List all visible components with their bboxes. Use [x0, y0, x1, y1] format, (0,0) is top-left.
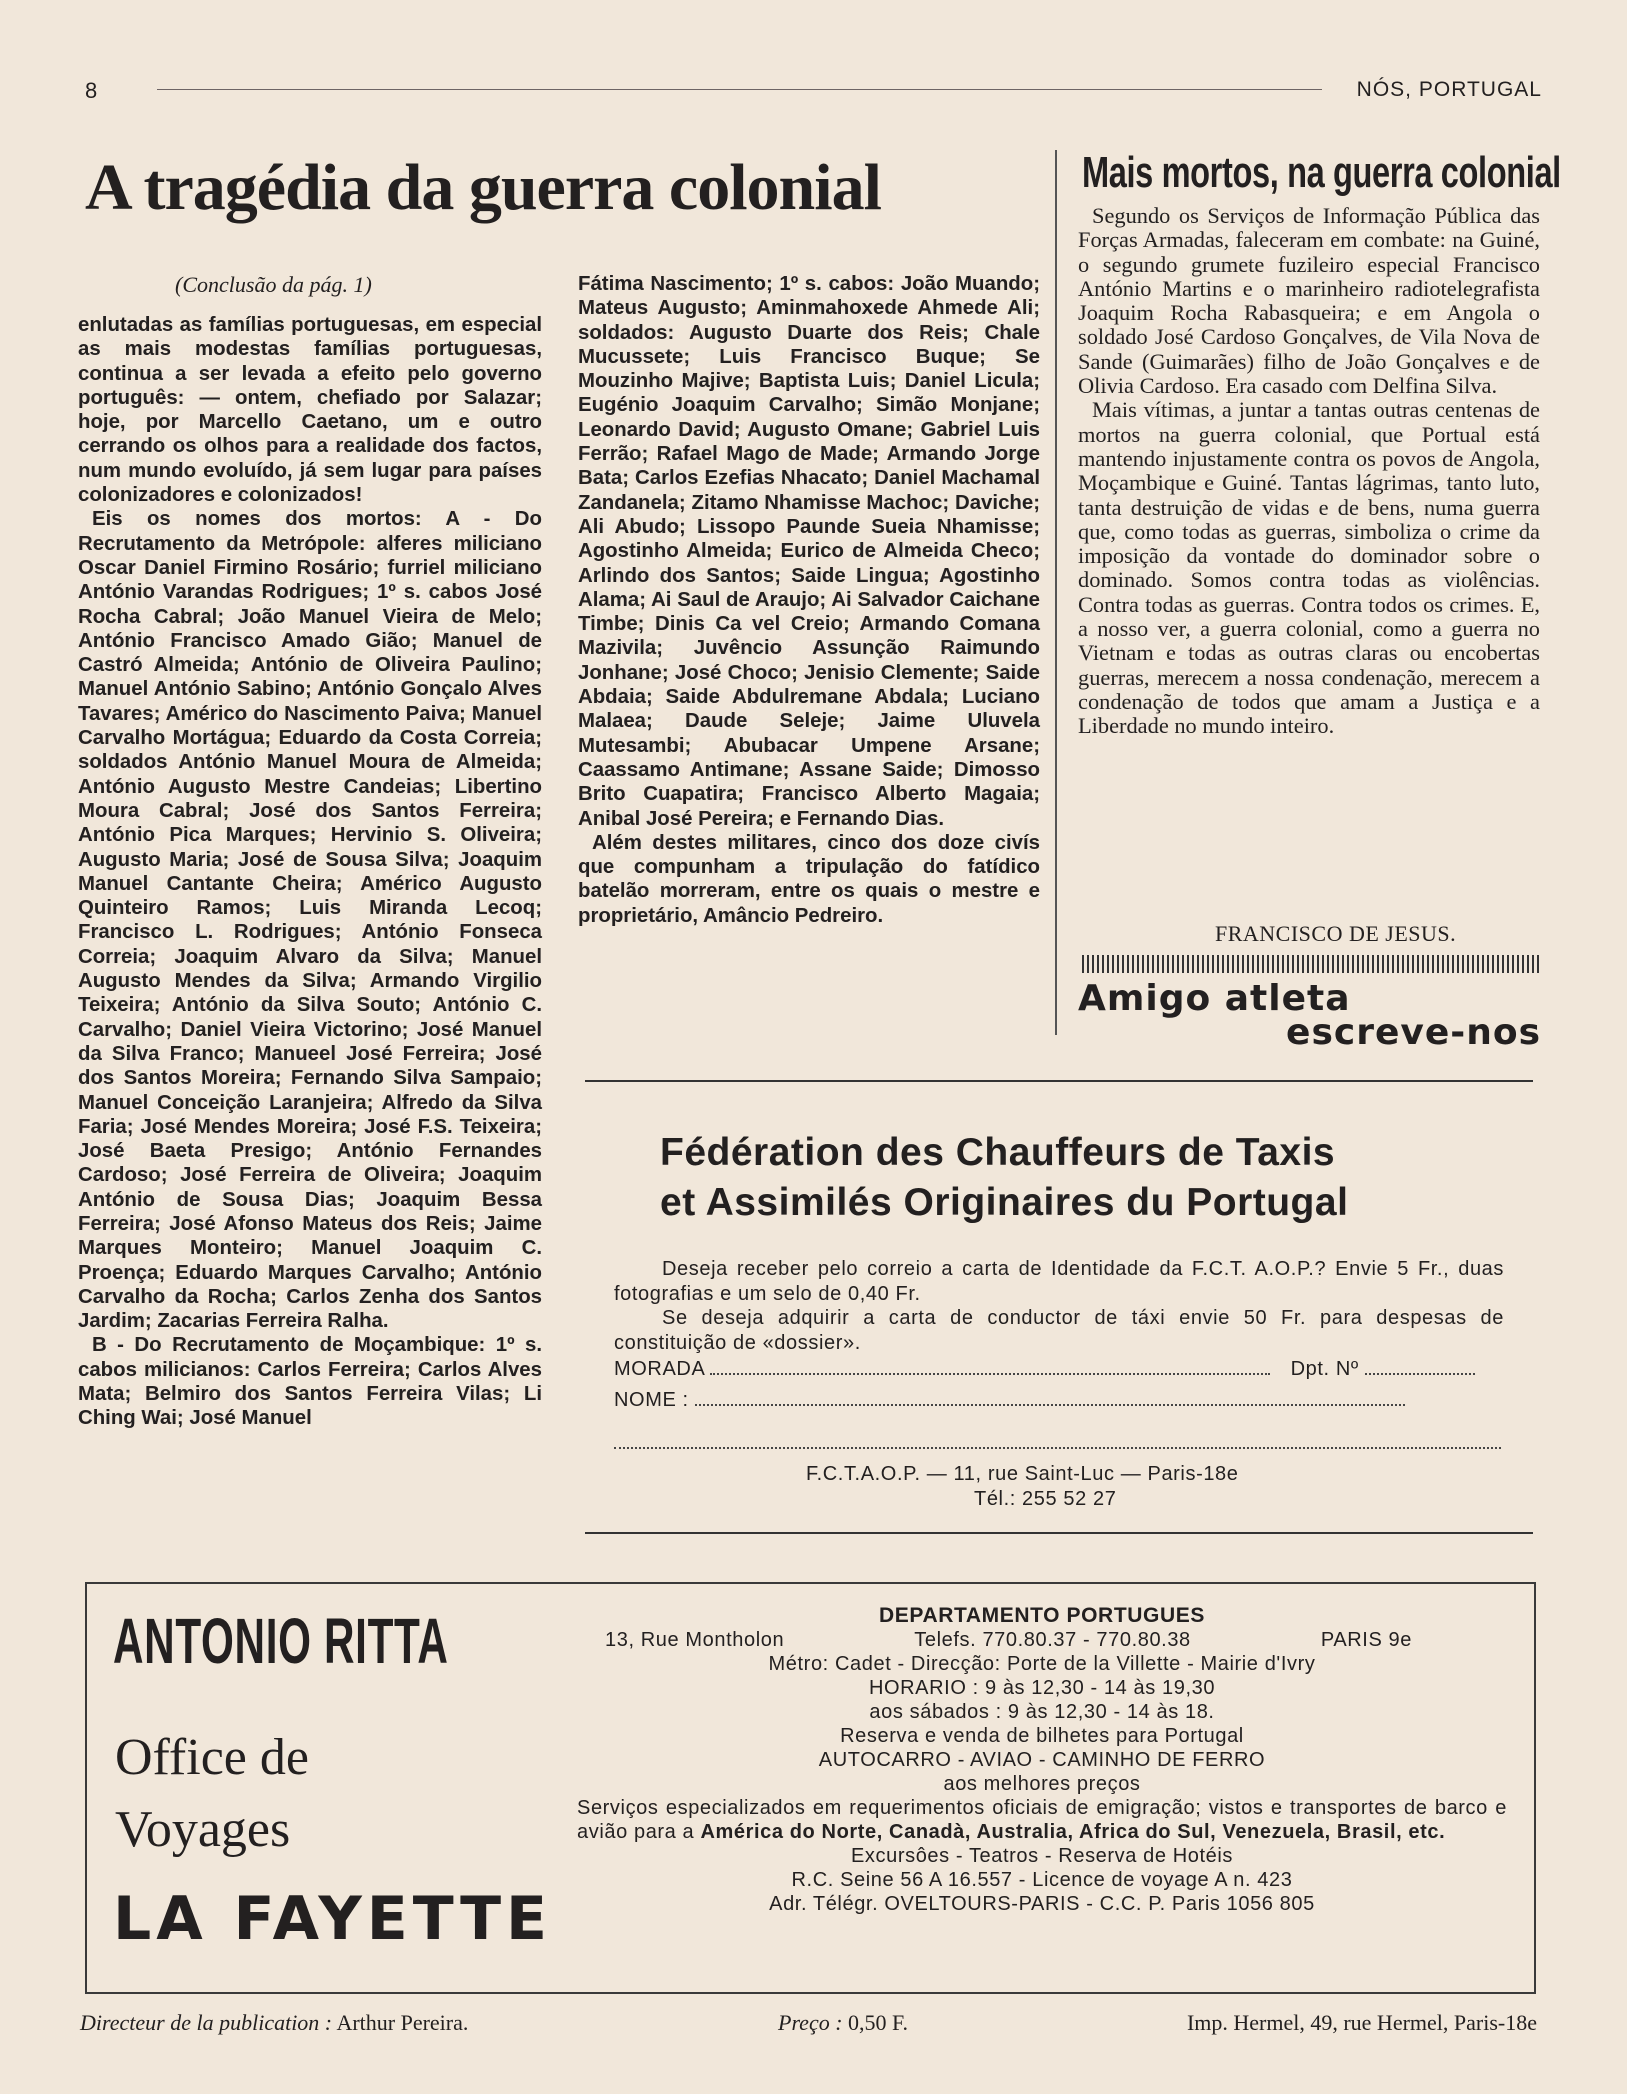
ritta-name: ANTONIO RITTA: [113, 1605, 449, 1677]
ritta-telegr: Adr. Télégr. OVELTOURS-PARIS - C.C. P. Paris 1056 805: [769, 1893, 1315, 1915]
amigo-heading-line2: escreve-nos: [1286, 1012, 1541, 1053]
article-column-2: [578, 272, 1040, 928]
fct-address-line: F.C.T.A.O.P. — 11, rue Saint-Luc — Paris-18e: [806, 1463, 1239, 1485]
page-number: 8: [85, 78, 98, 103]
article-column-1: [78, 313, 542, 1431]
fct-address: [806, 1462, 1239, 1512]
morada-field[interactable]: [710, 1359, 1270, 1375]
ritta-lafayette: LA FAYETTE: [113, 1884, 553, 1954]
sidebar-paragraph: Segundo os Serviços de Informação Pública das Forças Armadas, faleceram em combate: na Guiné, o segundo grumete fuzileiro especial Francisco António Martins e o marinheiro radiotelegrafista Joaquim Rocha Rabasqueira; e em Angola o soldado José Cardoso Gonçalves, de Vila Nova de Sande (Guimarães) filho de João Gonçalves e de Olivia Cardoso. Era casado com Delfina Silva.: [1078, 203, 1540, 399]
ritta-details: [577, 1604, 1507, 1916]
article-headline: A tragédia da guerra colonial: [85, 151, 881, 224]
nome-field[interactable]: [695, 1390, 1405, 1406]
ritta-office-line1: Office de: [115, 1729, 309, 1786]
ritta-address-row: [577, 1628, 1507, 1652]
nome-row: [614, 1388, 1504, 1413]
footer-directeur: [80, 2010, 468, 2036]
ritta-office-line2: Voyages: [115, 1801, 291, 1858]
nome-label: NOME :: [614, 1388, 689, 1411]
footer-printer: Imp. Hermel, 49, rue Hermel, Paris-18e: [1186, 2010, 1537, 2035]
dpt-field[interactable]: [1365, 1359, 1475, 1375]
price-label: Preço :: [778, 2010, 843, 2035]
sidebar-paragraph: Mais vítimas, a juntar a tantas outras centenas de mortos na guerra colonial, que Portual está mantendo injustamente contra os povos de Angola, Moçambique e Guiné. Tantas lágrimas, tanto luto, tanta destruição de vidas e de bens, numa guerra que, como todas as guerras, simboliza o crime da imposição da vontade do dominador sobre o dominado. Somos contra todas as violências. Contra todas as guerras. Contra todos os crimes. E, a nosso ver, a guerra colonial, como a guerra no Vietnam e todas as outras claras ou encobertas guerras, merecem a nossa condenação, merecem a condenação de todos que amam a Justiça e a Liberdade no mundo inteiro.: [1078, 397, 1540, 739]
morada-label: MORADA: [614, 1358, 705, 1380]
ritta-horario: HORARIO : 9 às 12,30 - 14 às 19,30: [868, 1677, 1216, 1699]
sidebar-headline: Mais mortos, na guerra colonial: [1082, 148, 1561, 197]
ritta-transport: AUTOCARRO - AVIAO - CAMINHO DE FERRO: [818, 1749, 1266, 1771]
dpt-label: Dpt. Nº: [1290, 1358, 1359, 1380]
ritta-office: [115, 1722, 309, 1866]
ritta-servicos-destinations: América do Norte, Canadà, Australia, Africa do Sul, Venezuela, Brasil, etc.: [700, 1821, 1446, 1843]
column-divider: [1055, 150, 1057, 1035]
decorative-rule: [1082, 955, 1540, 973]
ritta-dept: DEPARTAMENTO PORTUGUES: [879, 1604, 1205, 1627]
fct-paragraph: Se deseja adquirir a carta de conductor de táxi envie 50 Fr. para despesas de constituição de «dossier».: [614, 1307, 1504, 1354]
sidebar-author: FRANCISCO DE JESUS.: [1215, 921, 1457, 946]
fct-paragraph: Deseja receber pelo correio a carta de Identidade da F.C.T. A.O.P.? Envie 5 Fr., duas fotografias e um selo de 0,40 Fr.: [614, 1258, 1504, 1305]
directeur-name: Arthur Pereira.: [336, 2010, 469, 2035]
article-paragraph: enlutadas as famílias portuguesas, em especial as mais modestas famílias portuguesas, continua a ser levada a efeito pelo governo português: — ontem, chefiado por Salazar; hoje, por Marcello Caetano, um e outro cerrando os olhos para a realidade dos factos, num mundo evoluído, já sem lugar para países colonizadores e colonizados!: [78, 314, 542, 507]
fct-title-line1: Fédération des Chauffeurs de Taxis: [660, 1131, 1336, 1174]
fct-title-line2: et Assimilés Originaires du Portugal: [660, 1181, 1349, 1224]
article-paragraph: Eis os nomes dos mortos: A - Do Recrutamento da Metrópole: alferes miliciano Oscar Daniel Firmino Rosário; furriel miliciano António Varandas Rodrigues; 1º s. cabos José Rocha Cabral; João Manuel Vieira de Melo; António Francisco Amado Gião; Manuel de Castró Almeida; António de Oliveira Paulino; Manuel António Sabino; António Gonçalo Alves Tavares; Américo do Nascimento Paiva; Manuel Carvalho Mortágua; Eduardo da Costa Correia; soldados António Manuel Moura de Almeida; António Augusto Mestre Candeias; Libertino Moura Cabral; José dos Santos Ferreira; António Pica Marques; Hervinio S. Oliveira; Augusto Maria; José de Sousa Silva; Joaquim Manuel Cantante Cheira; Américo Augusto Quinteiro Ramos; Luis Miranda Lecoq; Francisco L. Rodrigues; António Fonseca Correia; Joaquim Alvaro da Silva; Manuel Augusto Mendes da Silva; Armando Virgilio Teixeira; António da Silva Souto; António C. Carvalho; Daniel Vieira Victorino; José Manuel da Silva Franco; Manueel José Ferreira; José dos Santos Moreira; Fernando Silva Sampaio; Manuel Conceição Laranjeira; Alfredo da Silva Faria; José Mendes Moreira; José F.S. Teixeira; José Baeta Presigo; António Fernandes Cardoso; José Ferreira de Oliveira; Joaquim António de Sousa Dias; Joaquim Bessa Ferreira; José Afonso Mateus dos Reis; Jaime Marques Monteiro; Manuel Joaquim C. Proença; Eduardo Marques Carvalho; António Carvalho da Rocha; Carlos Zenha dos Santos Jardim; Zacarias Ferreira Ralha.: [78, 508, 542, 1333]
header-rule: [157, 89, 1322, 90]
fct-tel: Tél.: 255 52 27: [974, 1488, 1117, 1510]
ritta-reserva: Reserva e venda de bilhetes para Portugal: [840, 1725, 1244, 1747]
ritta-address: 13, Rue Montholon: [605, 1629, 785, 1651]
morada-row: [614, 1357, 1504, 1382]
ritta-precos: aos melhores preços: [943, 1773, 1141, 1795]
ritta-servicos-text: Serviços especializados em requerimentos oficiais de emigração; vistos e transportes de barco e avião para a: [577, 1797, 1507, 1843]
ritta-servicos: [577, 1796, 1507, 1844]
ritta-excursoes: Excursôes - Teatros - Reserva de Hotéis: [850, 1845, 1234, 1867]
fct-ad-title: [660, 1128, 1348, 1228]
footer-price: [778, 2010, 908, 2036]
fct-dotted-line: [614, 1447, 1501, 1449]
article-paragraph: B - Do Recrutamento de Moçambique: 1º s. cabos milicianos: Carlos Ferreira; Carlos Alves Mata; Belmiro dos Santos Ferreira Vilas; Li Ching Wai; José Manuel: [78, 1334, 542, 1430]
price-value: 0,50 F.: [848, 2010, 909, 2035]
continuation-note: (Conclusão da pág. 1): [175, 272, 372, 297]
sidebar-body: [1078, 204, 1540, 739]
ritta-horario-sabados: aos sábados : 9 às 12,30 - 14 às 18.: [869, 1701, 1215, 1723]
ritta-metro: Métro: Cadet - Direcção: Porte de la Villette - Mairie d'Ivry: [768, 1653, 1316, 1675]
ritta-telefs: Telefs. 770.80.37 - 770.80.38: [914, 1629, 1191, 1651]
fct-ad-text: [614, 1257, 1504, 1412]
publication-name: NÓS, PORTUGAL: [1356, 78, 1542, 101]
article-paragraph: Além destes militares, cinco dos doze civís que compunham a tripulação do fatídico batelão morreram, entre os quais o mestre e proprietário, Amâncio Pedreiro.: [578, 831, 1040, 927]
directeur-label: Directeur de la publication :: [80, 2010, 333, 2035]
ritta-paris: PARIS 9e: [1320, 1629, 1412, 1651]
amigo-heading-line1: Amigo atleta: [1078, 978, 1351, 1019]
ritta-rc: R.C. Seine 56 A 16.557 - Licence de voyage A n. 423: [791, 1869, 1293, 1891]
article-paragraph: Fátima Nascimento; 1º s. cabos: João Muando; Mateus Augusto; Aminmahoxede Ahmede Ali; soldados: Augusto Duarte dos Reis; Chale Mucussete; Luis Francisco Buque; Se Mouzinho Majive; Baptista Luis; Daniel Licula; Eugénio Joaquim Carvalho; Simão Monjane; Leonardo David; Augusto Omane; Gabriel Luis Ferrão; Rafael Mago de Made; Armando Jorge Bata; Carlos Ezefias Nhacato; Daniel Machamal Zandanela; Zitamo Nhamisse Machoc; Daviche; Ali Abudo; Lissopo Paunde Sueia Nhamisse; Agostinho Almeida; Eurico de Almeida Checo; Arlindo dos Santos; Saide Lingua; Agostinho Alama; Ai Saul de Araujo; Ai Salvador Caichane Timbe; Dinis Ca vel Creio; Armando Comana Mazivila; Juvêncio Assunção Raimundo Jonhane; José Choco; Jenisio Clemente; Saide Abdaia; Saide Abdulremane Abdala; Luciano Malaea; Daude Seleje; Jaime Uluvela Mutesambi; Abubacar Umpene Arsane; Caassamo Antimane; Assane Saide; Dimosso Brito Cuapatira; Francisco Alberto Magaia; Anibal José Pereira; e Fernando Dias.: [578, 273, 1040, 830]
